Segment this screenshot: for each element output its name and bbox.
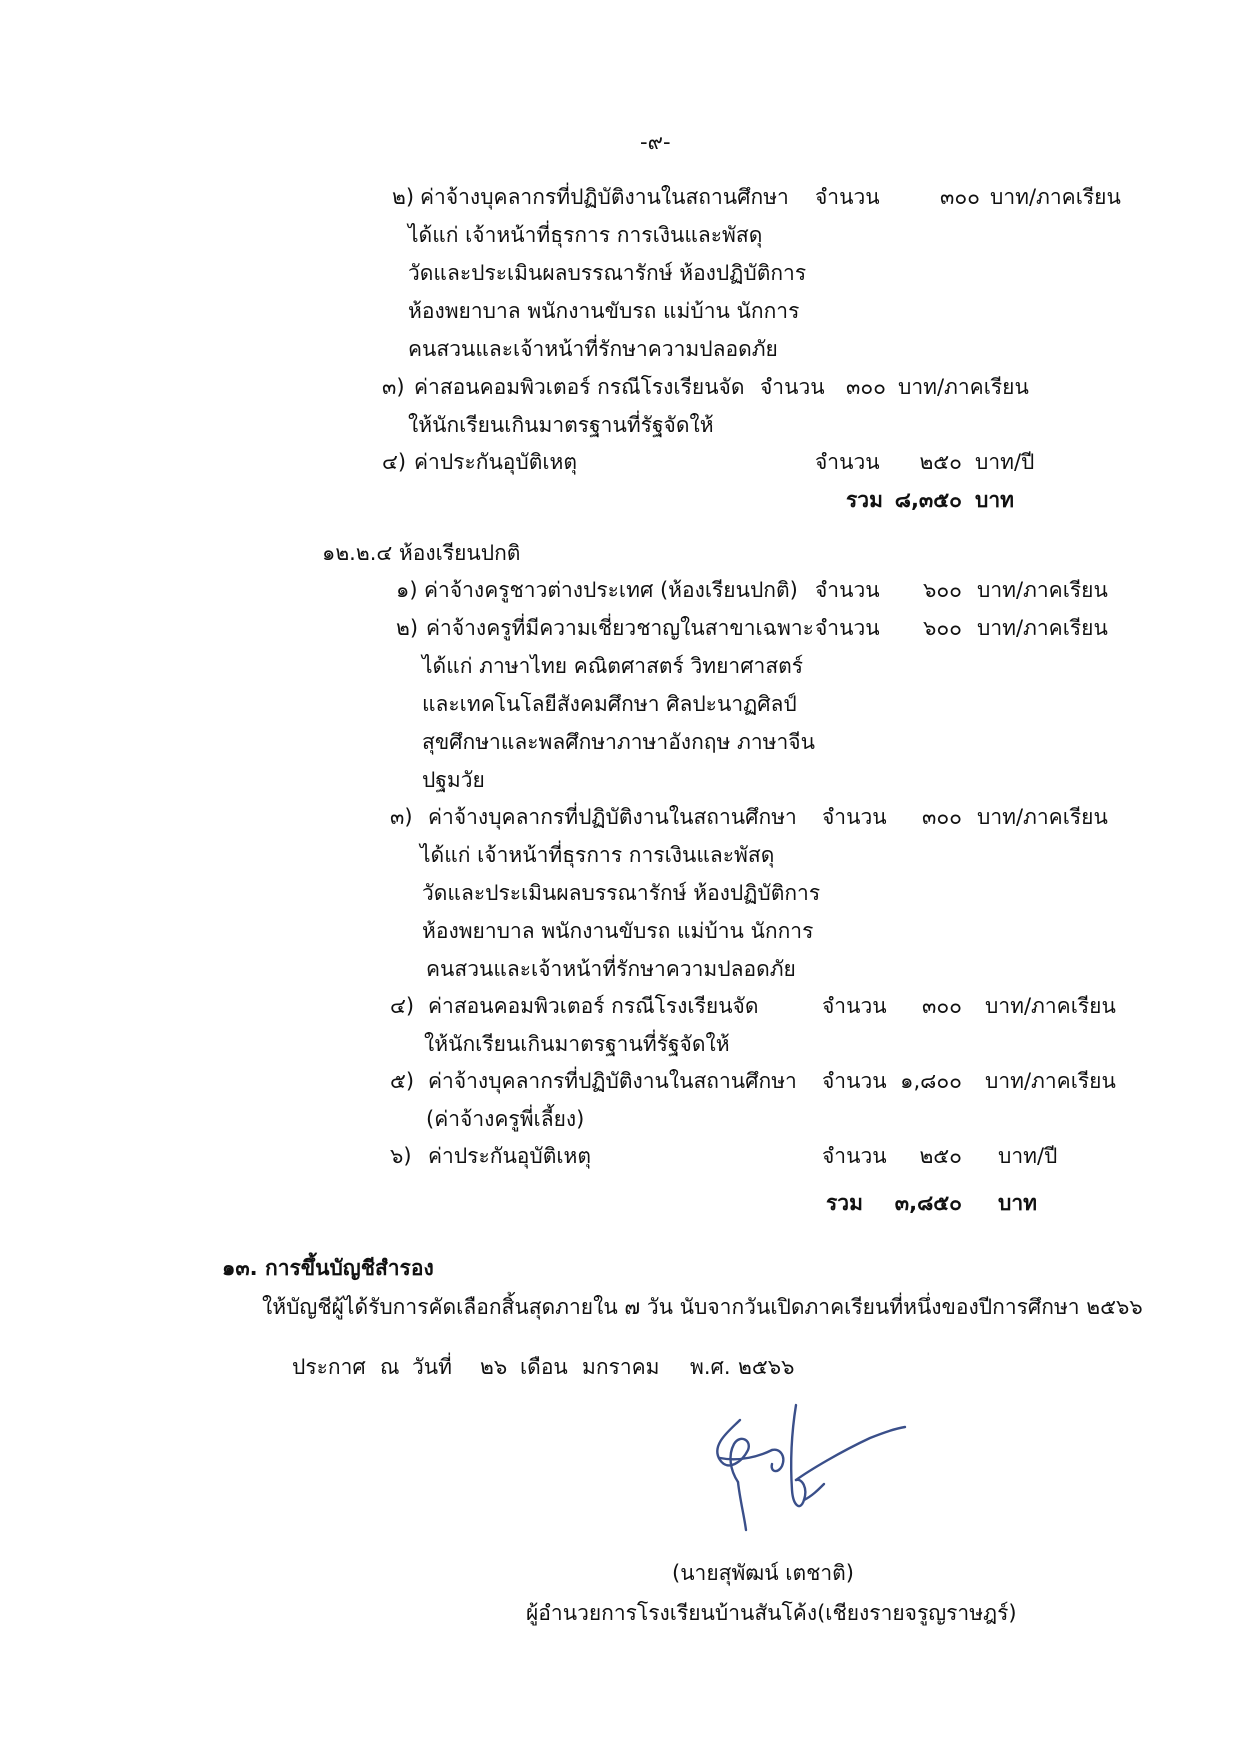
signer-position: ผู้อำนวยการโรงเรียนบ้านสันโค้ง(เชียงรายจรูญราษฎร์) [526, 1601, 1017, 1625]
amount-value: ๑,๘๐๐ [900, 1069, 962, 1093]
item-text: คนสวนและเจ้าหน้าที่รักษาความปลอดภัย [426, 957, 796, 981]
item-text: ให้นักเรียนเกินมาตรฐานที่รัฐจัดให้ [424, 1032, 730, 1056]
amount-value: ๖๐๐ [923, 616, 962, 640]
item-text: ค่าจ้างครูที่มีความเชี่ยวชาญในสาขาเฉพาะ [426, 616, 814, 640]
quantity-label: จำนวน [815, 616, 880, 640]
quantity-label: จำนวน [822, 805, 887, 829]
total-amount: ๘,๓๕๐ [894, 488, 962, 512]
item-number: ๓) [390, 805, 413, 829]
item-text: และเทคโนโลยีสังคมศึกษา ศิลปะนาฏศิลป์ [422, 692, 797, 716]
signature-image [700, 1400, 920, 1540]
item-number: ๒) [392, 185, 415, 209]
section-body: ให้บัญชีผู้ได้รับการคัดเลือกสิ้นสุดภายใน ๗ วัน นับจากวันเปิดภาคเรียนที่หนึ่งของปีการศึกษา ๒๕๖๖ [262, 1295, 1143, 1319]
day-label: วันที่ [412, 1355, 452, 1379]
item-text: ห้องพยาบาล พนักงานขับรถ แม่บ้าน นักการ [408, 299, 800, 323]
item-text: ค่าจ้างบุคลากรที่ปฏิบัติงานในสถานศึกษา [428, 805, 797, 829]
amount-value: ๖๐๐ [923, 578, 962, 602]
announce-prefix: ประกาศ [292, 1355, 366, 1379]
unit-label: บาท/ภาคเรียน [990, 185, 1121, 209]
item-number: ๔) [382, 450, 407, 474]
item-text: ได้แก่ เจ้าหน้าที่ธุรการ การเงินและพัสดุ [408, 223, 763, 247]
amount-value: ๓๐๐ [922, 805, 962, 829]
quantity-label: จำนวน [815, 185, 880, 209]
amount-value: ๓๐๐ [940, 185, 980, 209]
item-text: ได้แก่ ภาษาไทย คณิตศาสตร์ วิทยาศาสตร์ [422, 654, 804, 678]
year-label: พ.ศ. [690, 1355, 731, 1379]
item-text: ค่าจ้างบุคลากรที่ปฏิบัติงานในสถานศึกษา [428, 1069, 797, 1093]
section-heading: ๑๒.๒.๔ ห้องเรียนปกติ [322, 541, 521, 565]
quantity-label: จำนวน [760, 375, 825, 399]
unit-label: บาท/ภาคเรียน [977, 578, 1108, 602]
unit-label: บาท/ปี [998, 1144, 1058, 1168]
item-text: ได้แก่ เจ้าหน้าที่ธุรการ การเงินและพัสดุ [420, 843, 775, 867]
amount-value: ๓๐๐ [922, 994, 962, 1018]
item-number: ๓) [382, 375, 405, 399]
announce-at: ณ [380, 1355, 400, 1379]
unit-label: บาท/ภาคเรียน [977, 616, 1108, 640]
day-value: ๒๖ [480, 1355, 508, 1379]
item-text: คนสวนและเจ้าหน้าที่รักษาความปลอดภัย [408, 337, 778, 361]
item-number: ๒) [396, 616, 419, 640]
item-text: ค่าสอนคอมพิวเตอร์ กรณีโรงเรียนจัด [414, 375, 745, 399]
amount-value: ๓๐๐ [846, 375, 886, 399]
total-unit: บาท [975, 488, 1014, 512]
total-unit: บาท [998, 1191, 1037, 1215]
unit-label: บาท/ภาคเรียน [985, 994, 1116, 1018]
item-text: ค่าจ้างครูชาวต่างประเทศ (ห้องเรียนปกติ) [424, 578, 798, 602]
unit-label: บาท/ปี [975, 450, 1035, 474]
item-text: ให้นักเรียนเกินมาตรฐานที่รัฐจัดให้ [408, 413, 714, 437]
item-text: สุขศึกษาและพลศึกษาภาษาอังกฤษ ภาษาจีน [422, 730, 815, 754]
item-number: ๖) [390, 1144, 412, 1168]
quantity-label: จำนวน [822, 1069, 887, 1093]
item-text: ค่าจ้างบุคลากรที่ปฏิบัติงานในสถานศึกษา [420, 185, 789, 209]
item-number: ๔) [390, 994, 415, 1018]
unit-label: บาท/ภาคเรียน [977, 805, 1108, 829]
signer-name: (นายสุพัฒน์ เตชาติ) [672, 1561, 854, 1585]
page-number: -๙- [640, 130, 671, 154]
section-heading: ๑๓. การขึ้นบัญชีสำรอง [222, 1256, 434, 1280]
item-text: ค่าประกันอุบัติเหตุ [414, 450, 578, 474]
item-text: ค่าประกันอุบัติเหตุ [428, 1144, 592, 1168]
amount-value: ๒๕๐ [919, 1144, 962, 1168]
item-number: ๑) [396, 578, 418, 602]
item-text: ปฐมวัย [422, 768, 485, 792]
total-label: รวม [846, 488, 883, 512]
amount-value: ๒๕๐ [919, 450, 962, 474]
unit-label: บาท/ภาคเรียน [898, 375, 1029, 399]
quantity-label: จำนวน [822, 1144, 887, 1168]
item-number: ๕) [390, 1069, 415, 1093]
quantity-label: จำนวน [822, 994, 887, 1018]
month-label: เดือน [520, 1355, 568, 1379]
item-text: ห้องพยาบาล พนักงานขับรถ แม่บ้าน นักการ [422, 919, 814, 943]
item-text: (ค่าจ้างครูพี่เลี้ยง) [426, 1107, 585, 1131]
item-text: ค่าสอนคอมพิวเตอร์ กรณีโรงเรียนจัด [428, 994, 759, 1018]
month-value: มกราคม [582, 1355, 660, 1379]
year-value: ๒๕๖๖ [738, 1355, 795, 1379]
unit-label: บาท/ภาคเรียน [985, 1069, 1116, 1093]
item-text: วัดและประเมินผลบรรณารักษ์ ห้องปฏิบัติการ [422, 881, 821, 905]
quantity-label: จำนวน [815, 578, 880, 602]
total-label: รวม [826, 1191, 863, 1215]
quantity-label: จำนวน [815, 450, 880, 474]
total-amount: ๓,๘๕๐ [894, 1191, 962, 1215]
item-text: วัดและประเมินผลบรรณารักษ์ ห้องปฏิบัติการ [408, 261, 807, 285]
